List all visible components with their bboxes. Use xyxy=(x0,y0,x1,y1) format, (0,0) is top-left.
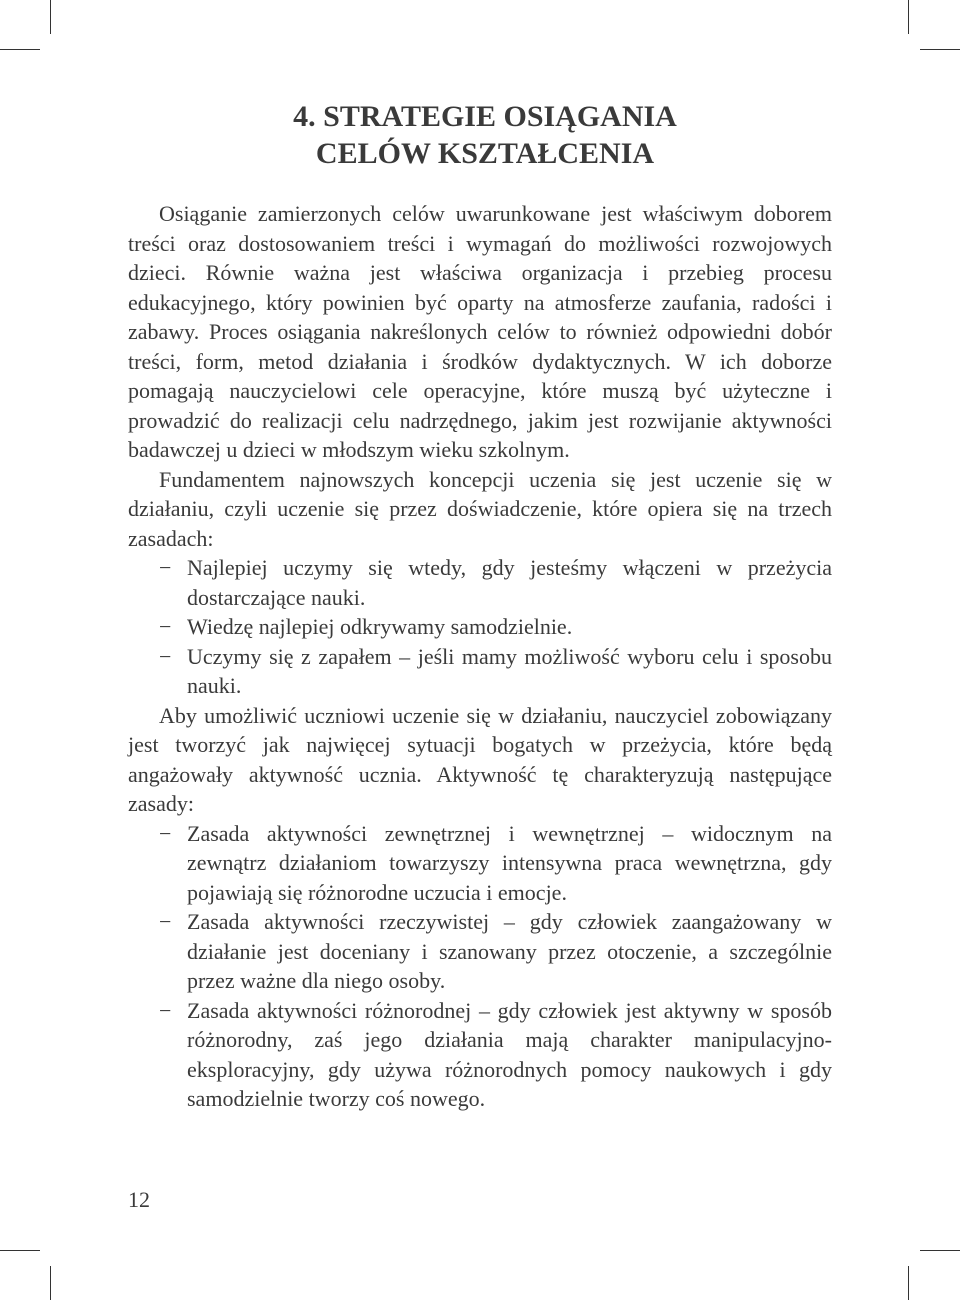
crop-mark xyxy=(50,0,51,34)
page-number: 12 xyxy=(128,1187,150,1212)
list-item xyxy=(128,612,832,642)
list-item xyxy=(128,553,832,612)
chapter-body xyxy=(128,199,832,1114)
chapter-title-line-2: CELÓW KSZTAŁCENIA xyxy=(315,137,655,170)
dash-bullet: − xyxy=(159,909,172,934)
learning-principles-list xyxy=(128,553,832,701)
list-item-text: Zasada aktywności zewnętrznej i wewnętrznej – widocznym na zewnątrz działaniom towarzyszy intensywna praca wewnętrzna, gdy pojawiają się różnorodne uczucia i emocje. xyxy=(187,820,832,905)
crop-mark xyxy=(920,1250,960,1251)
list-item-text: Zasada aktywności rzeczywistej – gdy człowiek zaangażowany w działanie jest doceniany i szanowany przez otoczenie, a szczególnie przez ważne dla niego osoby. xyxy=(187,909,832,993)
list-item-text: Najlepiej uczymy się wtedy, gdy jesteśmy włączeni w przeżycia dostarczające nauki. xyxy=(187,555,832,610)
paragraph-activity: Aby umożliwić uczniowi uczenie się w działaniu, nauczyciel zobowiązany jest tworzyć jak najwięcej sytuacji bogatych w przeżycia, które będą angażowały aktywność ucznia. Aktywność tę charakteryzują następujące zasady: xyxy=(128,702,832,816)
dash-bullet: − xyxy=(159,997,172,1023)
list-item xyxy=(128,819,832,908)
dash-bullet: − xyxy=(159,643,172,669)
list-item-text: Uczymy się z zapałem – jeśli mamy możliwość wyboru celu i sposobu nauki. xyxy=(187,643,832,698)
paragraph-learning-by-doing: Fundamentem najnowszych koncepcji uczenia się jest uczenie się w działaniu, czyli uczenie się przez doświadczenie, które opiera się na trzech zasadach: xyxy=(128,466,832,551)
list-item-text: Wiedzę najlepiej odkrywamy samodzielnie. xyxy=(187,614,573,639)
dash-bullet: − xyxy=(159,820,172,846)
dash-bullet: − xyxy=(159,555,172,580)
list-item xyxy=(128,642,832,701)
dash-bullet: − xyxy=(159,614,172,639)
crop-mark xyxy=(50,1266,51,1300)
crop-mark xyxy=(0,49,40,50)
crop-mark xyxy=(920,49,960,50)
list-item xyxy=(128,907,832,996)
activity-principles-list xyxy=(128,819,832,1114)
list-item-text: Zasada aktywności różnorodnej – gdy człowiek jest aktywny w sposób różnorodny, zaś jego działania mają charakter manipulacyjno-eksploracyjny, gdy używa różnorodnych pomocy naukowych i gdy samodzielnie tworzy coś nowego. xyxy=(187,997,832,1111)
chapter-title-line-1: 4. STRATEGIE OSIĄGANIA xyxy=(293,100,677,133)
crop-mark xyxy=(0,1250,40,1251)
list-item xyxy=(128,996,832,1114)
paragraph-intro: Osiąganie zamierzonych celów uwarunkowane jest właściwym doborem treści oraz dostosowaniem treści i wymagań do możliwości rozwojowych dzieci. Równie ważna jest właściwa organizacja i przebieg procesu edukacyjnego, który powinien być oparty na atmosferze zaufania, radości i zabawy. Proces osiągania nakreślonych celów to również odpowiedni dobór treści, form, metod działania i środków dydaktycznych. W ich doborze pomagają nauczycielowi cele operacyjne, które muszą być użyteczne i prowadzić do realizacji celu nadrzędnego, jakim jest rozwijanie aktywności badawczej u dzieci w młodszym wieku szkolnym. xyxy=(128,201,832,462)
chapter-title xyxy=(250,98,720,172)
crop-mark xyxy=(908,1266,909,1300)
crop-mark xyxy=(908,0,909,34)
